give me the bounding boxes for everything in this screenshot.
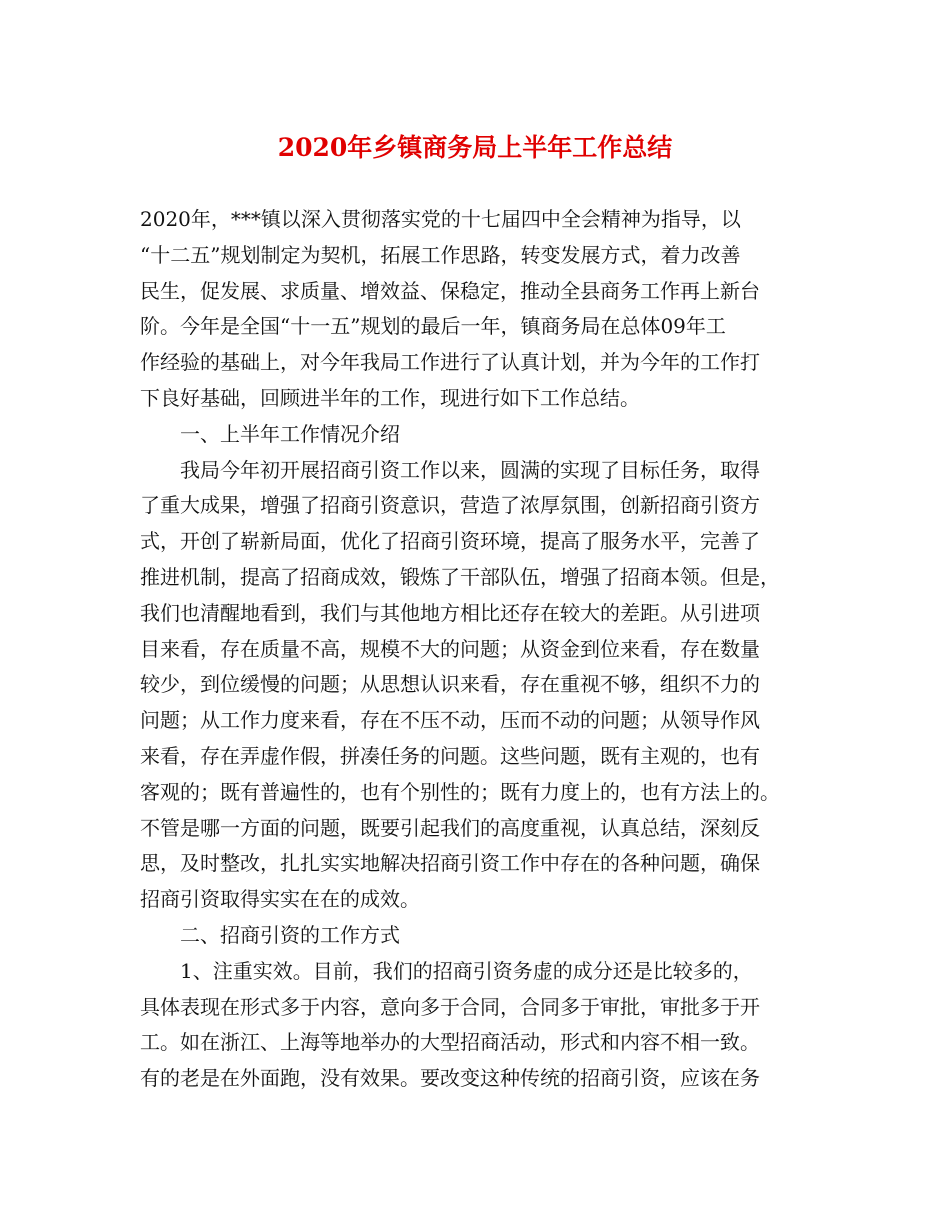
body-line: 思，及时整改，扎扎实实地解决招商引资工作中存在的各种问题，确保 — [140, 851, 760, 876]
body-line: 有的老是在外面跑，没有效果。要改变这种传统的招商引资，应该在务 — [140, 1066, 760, 1091]
body-line: 不管是哪一方面的问题，既要引起我们的高度重视，认真总结，深刻反 — [140, 815, 760, 840]
body-line: 我局今年初开展招商引资工作以来，圆满的实现了目标任务，取得 — [180, 457, 760, 482]
body-line: “十二五”规划制定为契机，拓展工作思路，转变发展方式，着力改善 — [140, 242, 741, 267]
body-line: 问题；从工作力度来看，存在不压不动，压而不动的问题；从领导作风 — [140, 708, 760, 733]
body-line: 了重大成果，增强了招商引资意识，营造了浓厚氛围，创新招商引资方 — [140, 493, 760, 518]
body-line: 1、注重实效。目前，我们的招商引资务虚的成分还是比较多的， — [180, 958, 753, 983]
body-line: 阶。今年是全国“十一五”规划的最后一年，镇商务局在总体09年工 — [140, 314, 726, 339]
section-heading: 一、上半年工作情况介绍 — [180, 421, 400, 446]
body-line: 我们也清醒地看到，我们与其他地方相比还存在较大的差距。从引进项 — [140, 600, 760, 625]
section-heading: 二、招商引资的工作方式 — [180, 922, 400, 947]
body-line: 下良好基础，回顾进半年的工作，现进行如下工作总结。 — [140, 385, 640, 410]
body-line: 2020年，***镇以深入贯彻落实党的十七届四中全会精神为指导，以 — [140, 207, 741, 231]
body-line: 较少，到位缓慢的问题；从思想认识来看，存在重视不够，组织不力的 — [140, 672, 760, 697]
document-body — [140, 202, 820, 1097]
body-line: 式，开创了崭新局面，优化了招商引资环境，提高了服务水平，完善了 — [140, 529, 760, 554]
body-line: 招商引资取得实实在在的成效。 — [140, 887, 420, 912]
body-line: 民生，促发展、求质量、增效益、保稳定，推动全县商务工作再上新台 — [140, 278, 760, 303]
body-line: 推进机制，提高了招商成效，锻炼了干部队伍，增强了招商本领。但是， — [140, 564, 780, 589]
body-line: 具体表现在形式多于内容，意向多于合同，合同多于审批，审批多于开 — [140, 994, 760, 1019]
body-line: 作经验的基础上，对今年我局工作进行了认真计划，并为今年的工作打 — [140, 350, 760, 375]
body-line: 目来看，存在质量不高，规模不大的问题；从资金到位来看，存在数量 — [140, 636, 760, 661]
body-line: 客观的；既有普遍性的，也有个别性的；既有力度上的，也有方法上的。 — [140, 779, 780, 804]
body-line: 工。如在浙江、上海等地举办的大型招商活动，形式和内容不相一致。 — [140, 1030, 760, 1055]
body-line: 来看，存在弄虚作假，拼凑任务的问题。这些问题，既有主观的，也有 — [140, 743, 760, 768]
document-title: 2020年乡镇商务局上半年工作总结 — [277, 133, 673, 162]
